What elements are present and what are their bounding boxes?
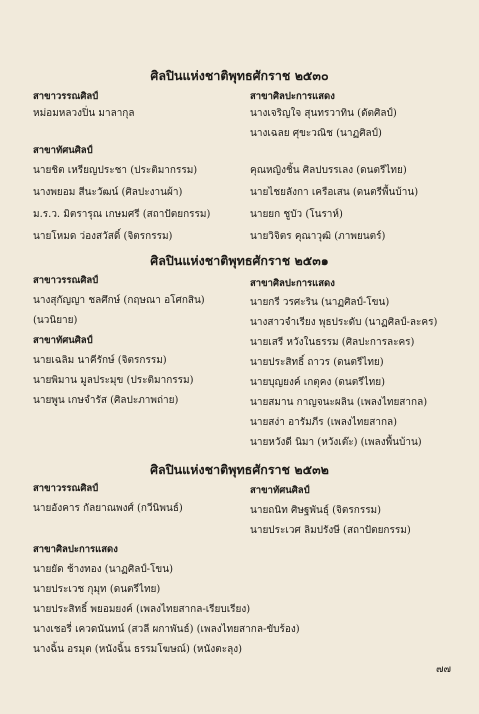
category-performing-arts: สาขาศิลปะการแสดง (250, 278, 335, 289)
artist-entry: หม่อมหลวงปิ่น มาลากุล (33, 108, 135, 119)
category-literature: สาขาวรรณศิลป์ (33, 275, 99, 286)
artist-entry: นายกรี วรศะริน (นาฏศิลป์-โขน) (250, 297, 390, 308)
artist-entry: นายประสิทธิ์ พยอมยงค์ (เพลงไทยสากล-เรียบเรียง) (33, 604, 251, 615)
artist-entry: นายอังคาร กัลยาณพงศ์ (กวีนิพนธ์) (33, 503, 183, 514)
category-literature: สาขาวรรณศิลป์ (33, 483, 99, 494)
artist-entry: คุณหญิงชิ้น ศิลปบรรเลง (ดนตรีไทย) (250, 165, 407, 176)
artist-entry: นายพูน เกษจำรัส (ศิลปะภาพถ่าย) (33, 395, 179, 406)
artist-entry: นางเชอรี่ เควดนันทน์ (สวลี ผกาพันธ์) (เพลงไทยสากล-ขับร้อง) (33, 624, 300, 635)
artist-entry: นายหวังดี นิมา (หวังเต๊ะ) (เพลงพื้นบ้าน) (250, 437, 422, 448)
artist-entry: นายบุญยงค์ เกตุคง (ดนตรีไทย) (250, 377, 385, 388)
artist-entry: นายพิมาน มูลประมุข (ประติมากรรม) (33, 375, 194, 386)
artist-entry: นางเจริญใจ สุนทรวาทิน (ดัตศิลป์) (250, 108, 397, 119)
artist-entry: นายประสิทธิ์ ถาวร (ดนตรีไทย) (250, 357, 384, 368)
artist-entry: นายเฉลิม นาคีรักษ์ (จิตรกรรม) (33, 355, 167, 366)
artist-entry: นายชิต เหรียญประชา (ประติมากรรม) (33, 165, 198, 176)
artist-entry: นายยัด ช้างทอง (นาฏศิลป์-โขน) (33, 564, 173, 575)
artist-entry: นายยก ชูบัว (โนราห์) (250, 209, 343, 220)
section-title-2532: ศิลปินแห่งชาติพุทธศักราช ๒๕๓๒ (150, 462, 329, 477)
category-literature: สาขาวรรณศิลป์ (33, 91, 99, 102)
artist-entry: นางสุกัญญา ชลศึกษ์ (กฤษณา อโศกสิน) (33, 295, 205, 306)
artist-entry: นางฉิ้น อรมุต (หนังฉิ้น ธรรมโฆษณ์) (หนังตะลุง) (33, 644, 243, 655)
category-performing-arts: สาขาศิลปะการแสดง (33, 544, 118, 555)
artist-entry: นางสาวจำเรียง พุธประดับ (นาฏศิลป์-ละคร) (250, 317, 438, 328)
section-title-2531: ศิลปินแห่งชาติพุทธศักราช ๒๕๓๑ (150, 253, 329, 268)
artist-entry: ม.ร.ว. มิตรารุณ เกษมศรี (สถาปัตยกรรม) (33, 209, 211, 220)
artist-entry: (นวนิยาย) (33, 315, 78, 326)
category-performing-arts: สาขาศิลปะการแสดง (250, 91, 335, 102)
category-visual-arts: สาขาทัศนศิลป์ (33, 335, 93, 346)
artist-entry: นางพยอม สีนะวัฒน์ (ศิลปะงานผ้า) (33, 187, 183, 198)
artist-entry: นายสง่า อารัมภีร (เพลงไทยสากล) (250, 417, 398, 428)
artist-entry: นายประเวศ ลิมปรังษี (สถาปัตยกรรม) (250, 525, 411, 536)
artist-entry: นายประเวช กุมุท (ดนตรีไทย) (33, 584, 161, 595)
section-title-2530: ศิลปินแห่งชาติพุทธศักราช ๒๕๓๐ (150, 68, 329, 83)
artist-entry: นายโหมด ว่องสวัสดิ์ (จิตรกรรม) (33, 231, 173, 242)
artist-entry: นายเสรี หวังในธรรม (ศิลปะการละคร) (250, 337, 415, 348)
category-visual-arts: สาขาทัศนศิลป์ (250, 485, 310, 496)
artist-entry: นายวิจิตร คุณาวุฒิ (ภาพยนตร์) (250, 231, 386, 242)
artist-entry: นางเฉลย ศุขะวณิช (นาฏศิลป์) (250, 128, 382, 139)
artist-entry: นายถนิท ศิษฐพันธุ์ (จิตรกรรม) (250, 505, 382, 516)
artist-entry: นายไชยลังกา เครือเสน (ดนตรีพื้นบ้าน) (250, 187, 419, 198)
artist-entry: นายสมาน กาญจนะผลิน (เพลงไทยสากล) (250, 397, 428, 408)
page-number: ๗๗ (435, 664, 451, 675)
category-visual-arts: สาขาทัศนศิลป์ (33, 145, 93, 156)
